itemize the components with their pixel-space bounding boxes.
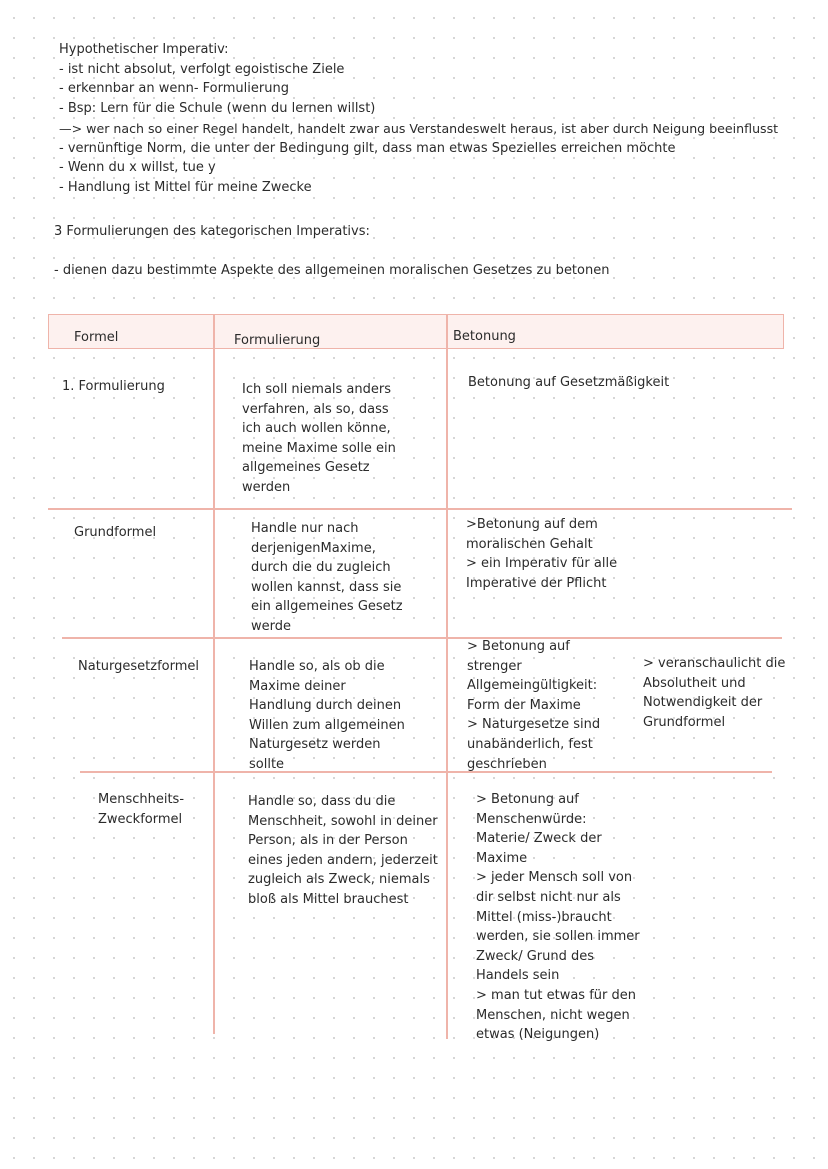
table-cell-formulierung: Handle nur nach derjenigenMaxime, durch die du zugleich wollen kannst, dass sie ein allgemeines Gesetz werde (251, 521, 403, 634)
column-divider (213, 314, 215, 1034)
row-divider (62, 637, 782, 639)
table-cell-formel: Menschheits- Zweckformel (98, 792, 185, 827)
categorical-purpose: - dienen dazu bestimmte Aspekte des allgemeinen moralischen Gesetzes zu betonen (54, 263, 610, 278)
table-cell-formel: Naturgesetzformel (78, 659, 200, 674)
categorical-title: 3 Formulierungen des kategorischen Imperativs: (54, 224, 370, 239)
hypothetical-point: - Wenn du x willst, tue y (59, 160, 216, 175)
column-divider (446, 314, 448, 1039)
hypothetical-point: - Handlung ist Mittel für meine Zwecke (59, 180, 312, 195)
header-formel: Formel (74, 330, 119, 345)
table-header (48, 314, 784, 349)
hypothetical-point: —> wer nach so einer Regel handelt, handelt zwar aus Verstandeswelt heraus, ist aber durch Neigung beeinflusst (59, 121, 779, 136)
table-cell-formulierung: Ich soll niemals anders verfahren, als so, dass ich auch wollen könne, meine Maxime solle ein allgemeines Gesetz werden (242, 382, 396, 495)
hypothetical-point: - Bsp: Lern für die Schule (wenn du lernen willst) (59, 101, 376, 116)
table-cell-formel: Grundformel (74, 525, 157, 540)
table-cell-betonung: >Betonung auf dem moralischen Gehalt > ein Imperativ für alle Imperative der Pflicht (466, 517, 618, 591)
table-cell-formulierung: Handle so, dass du die Menschheit, sowohl in deiner Person, als in der Person eines jeden andern, jederzeit zugleich als Zweck, niemals bloß als Mittel brauchest (248, 794, 438, 907)
table-cell-betonung: > Betonung auf Menschenwürde: Materie/ Zweck der Maxime > jeder Mensch soll von dir selbst nicht nur als Mittel (miss-)braucht werden, sie sollen immer Zweck/ Grund des Handels sein > man tut etwas für den Menschen, nicht wegen etwas (Neigungen) (476, 792, 640, 1043)
hypothetical-point: - vernünftige Norm, die unter der Bedingung gilt, dass man etwas Spezielles erreichen möchte (59, 141, 676, 156)
table-cell-formulierung: Handle so, als ob die Maxime deiner Handlung durch deinen Willen zum allgemeinen Naturgesetz werden sollte (249, 659, 405, 772)
header-betonung: Betonung (453, 329, 516, 344)
hypothetical-point: - ist nicht absolut, verfolgt egoistische Ziele (59, 62, 345, 77)
header-formulierung: Formulierung (234, 333, 321, 348)
table-cell-formel: 1. Formulierung (62, 379, 165, 394)
row-divider (48, 508, 792, 510)
hypothetical-title: Hypothetischer Imperativ: (59, 42, 229, 57)
table-cell-betonung: Betonung auf Gesetzmäßigkeit (468, 375, 670, 390)
hypothetical-point: - erkennbar an wenn- Formulierung (59, 81, 289, 96)
table-cell-betonung: > Betonung auf strenger Allgemeingültigkeit: Form der Maxime > Naturgesetze sind unabänderlich, fest geschrieben (467, 639, 601, 772)
table-cell-note: > veranschaulicht die Absolutheit und Notwendigkeit der Grundformel (643, 656, 786, 730)
row-divider (80, 771, 772, 773)
